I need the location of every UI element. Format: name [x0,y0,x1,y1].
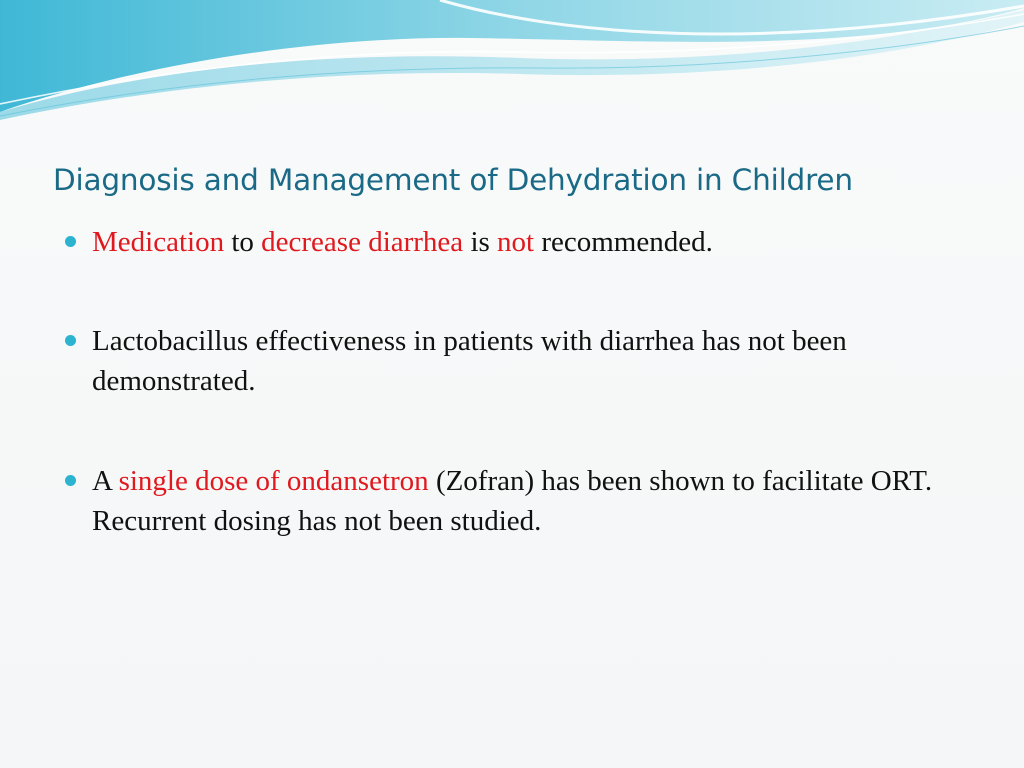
body-text: is [463,226,498,258]
highlight-text: Medication [92,226,225,258]
highlight-text: single dose of ondansetron [118,465,429,497]
bullet-item [62,321,962,401]
bullet-dot-icon [65,335,76,346]
bullet-dot-icon [65,475,76,486]
bullet-dot-icon [65,236,76,247]
body-text: recommended. [534,226,713,258]
bullet-item [62,222,962,262]
highlight-text: decrease diarrhea [261,226,464,258]
slide-title: Diagnosis and Management of Dehydration in Children [53,163,853,197]
body-text: to [224,226,262,258]
body-text: Lactobacillus effectiveness in patients with diarrhea has not been demonstrated. [92,325,847,397]
highlight-text: not [497,226,535,258]
bullet-item [62,461,962,541]
body-text: (Zofran) has been shown to facilitate ORT. Recurrent dosing has not been studied. [92,465,933,537]
header-wave-decoration [0,0,1024,130]
body-text: A [92,465,119,497]
bullet-list [62,222,962,600]
